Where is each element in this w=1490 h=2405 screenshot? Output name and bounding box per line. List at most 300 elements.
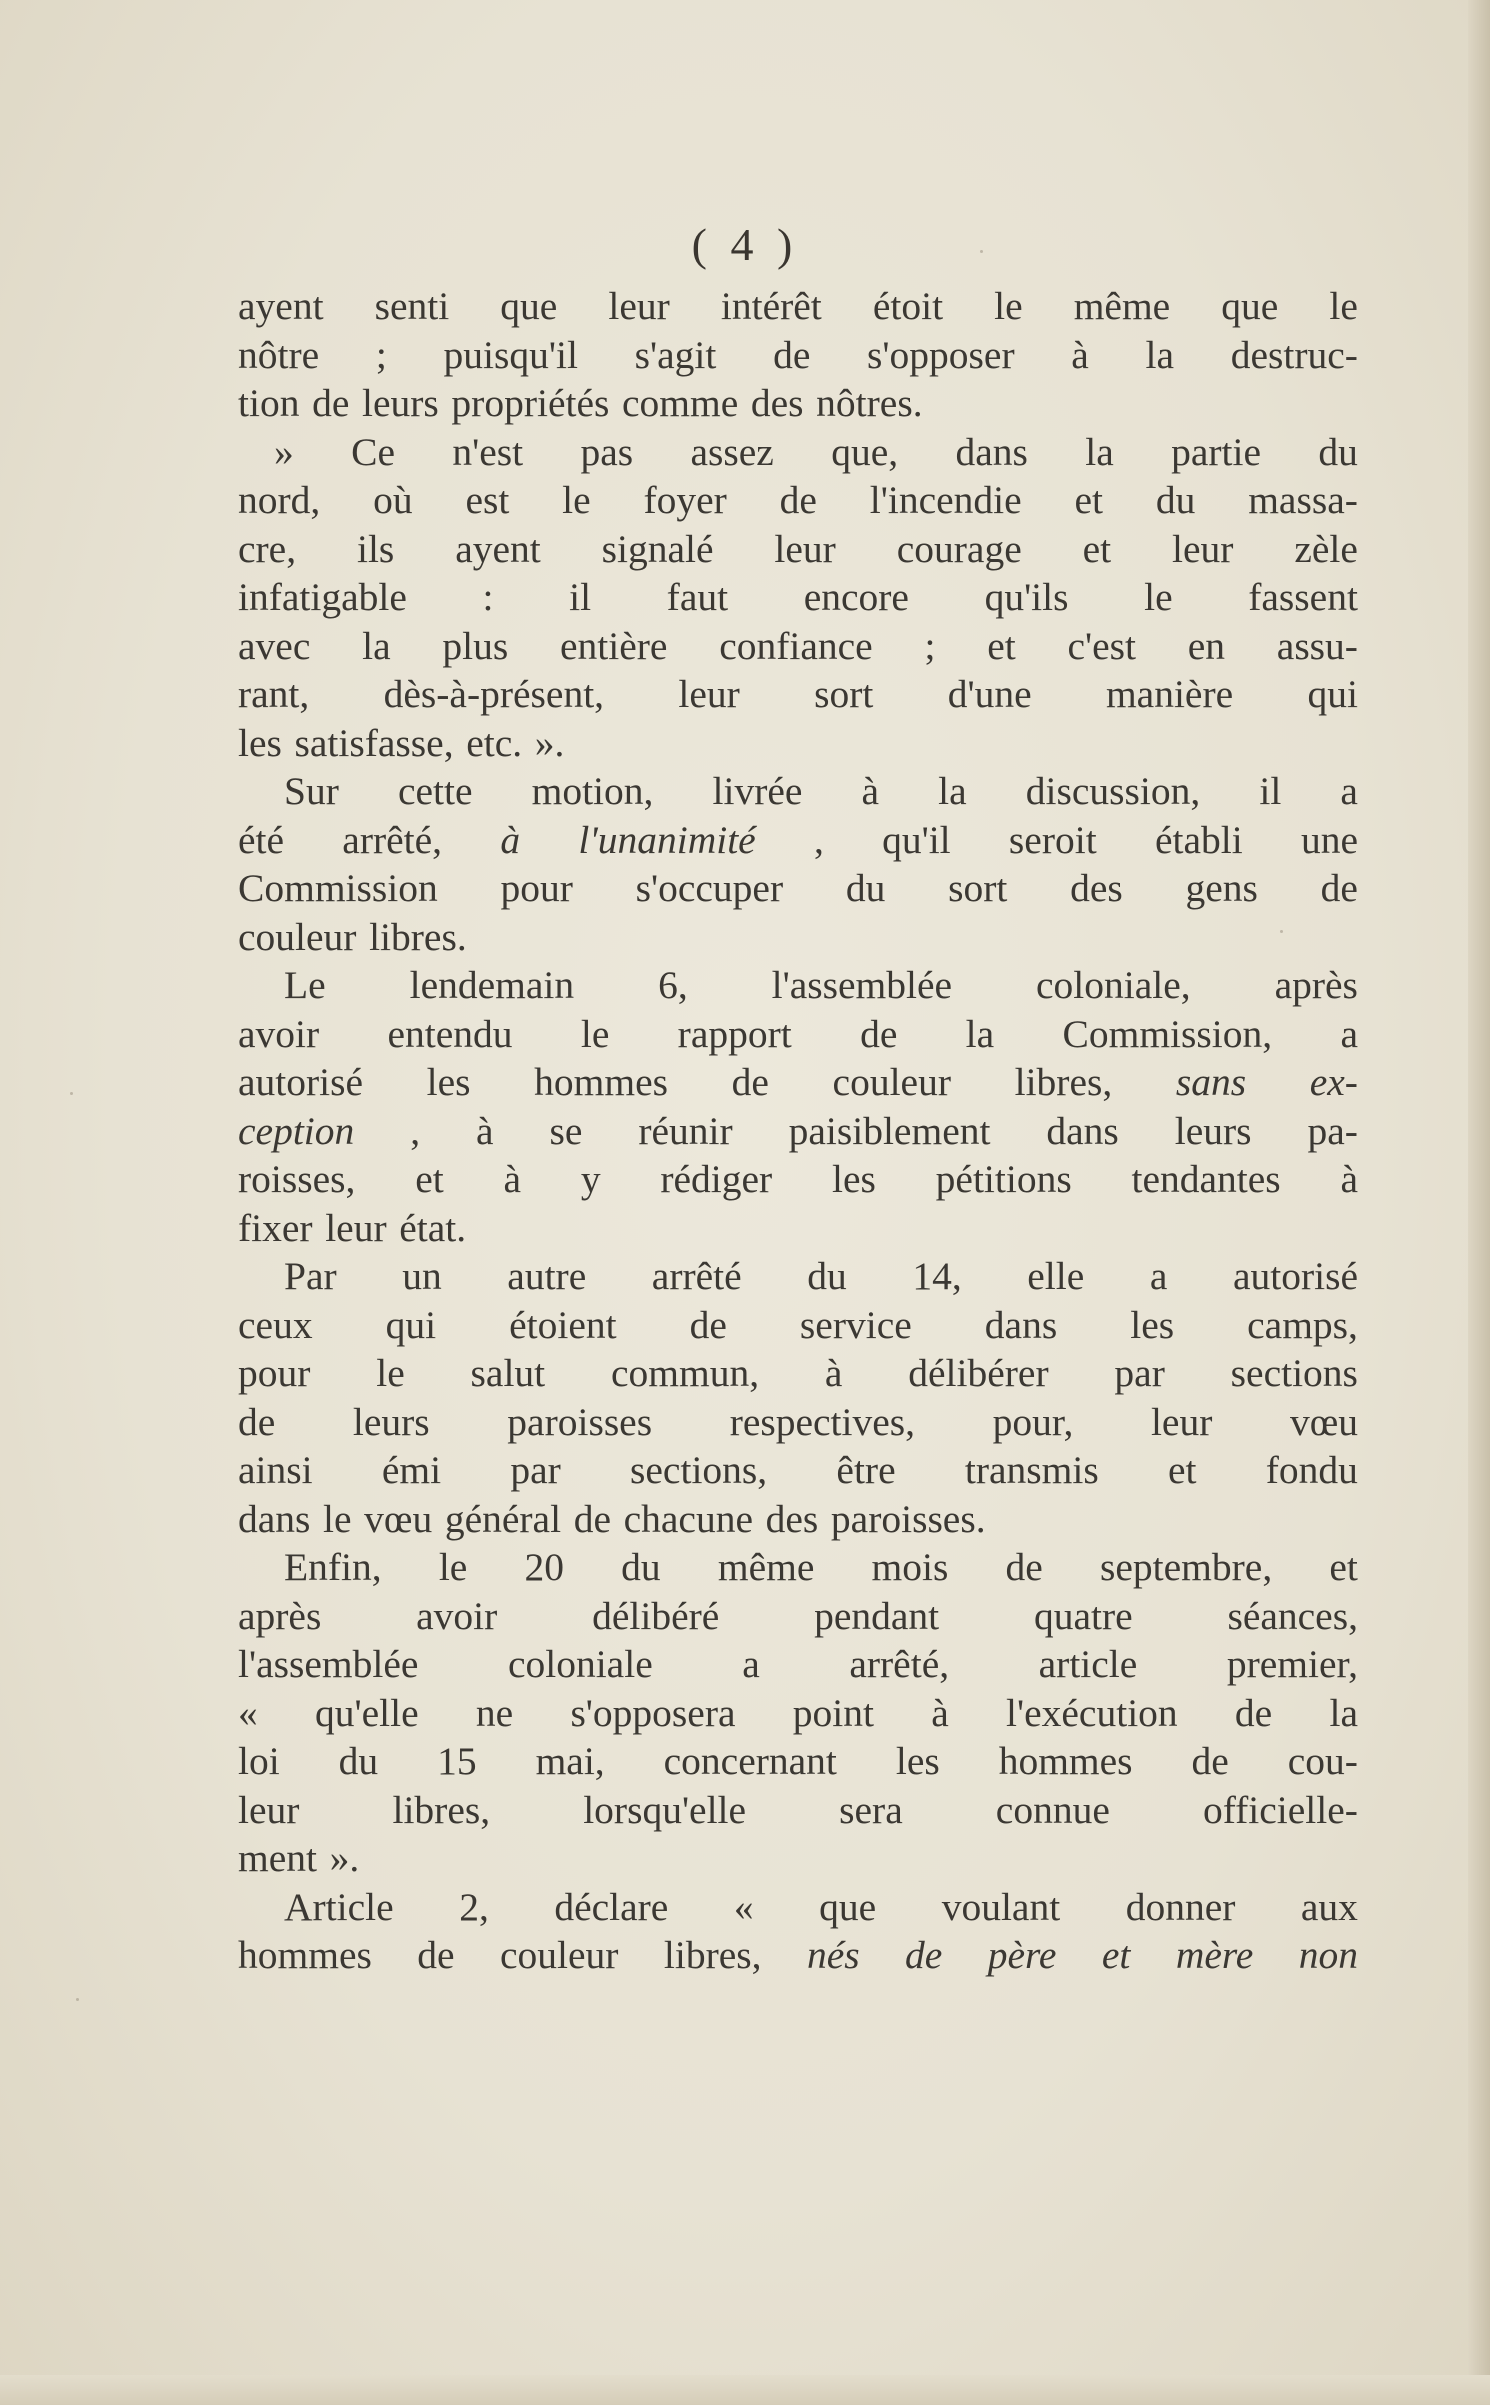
word: pour (500, 866, 573, 910)
text-line (238, 1737, 1358, 1786)
word: ; (924, 623, 936, 668)
word: point (792, 1690, 874, 1735)
paper-speck (1280, 930, 1283, 933)
text-line (238, 913, 1358, 962)
word: faut (666, 575, 729, 619)
word: réunir (638, 1108, 733, 1153)
word: discussion, (1025, 769, 1201, 813)
italic-word: mère (1175, 1933, 1254, 1977)
word: que, (831, 429, 899, 474)
word: Enfin, (284, 1545, 382, 1589)
word: 20 (524, 1545, 564, 1589)
page-bottom-shadow (0, 2375, 1490, 2405)
text-line (238, 1398, 1358, 1447)
word: établi (1154, 817, 1243, 862)
word: coloniale (507, 1642, 653, 1686)
word: même (1073, 284, 1171, 328)
word: du (1155, 478, 1196, 522)
word: plus (442, 623, 509, 668)
text-line (238, 1107, 1358, 1156)
word: pour, (992, 1399, 1074, 1444)
word: zèle (1294, 526, 1358, 571)
page-number: ( 4 ) (691, 219, 799, 270)
text-line (238, 1155, 1358, 1204)
word: a (1149, 1254, 1168, 1298)
text-line (238, 670, 1358, 719)
italic-word: et (1101, 1933, 1131, 1977)
word: et (1074, 478, 1104, 522)
italic-word: ex- (1309, 1060, 1358, 1104)
text-line (238, 961, 1358, 1010)
word: vœu (364, 1496, 433, 1541)
word: salut (470, 1351, 546, 1395)
word: les (238, 720, 282, 765)
word: après (238, 1593, 322, 1638)
word: de (689, 1302, 727, 1347)
word: livrée (712, 769, 803, 813)
word: où (373, 478, 413, 522)
italic-word: ception (238, 1108, 355, 1153)
word: 14, (912, 1254, 962, 1298)
word: libres. (369, 914, 467, 959)
word: autre (507, 1254, 587, 1298)
word: Commission (238, 866, 438, 910)
word: délibéré (592, 1593, 720, 1638)
word: l'assemblée (238, 1642, 419, 1686)
word: Commission, (1062, 1011, 1273, 1056)
word: nôtre (238, 332, 320, 377)
word: avec (238, 623, 311, 668)
text-line (238, 1592, 1358, 1641)
word: intérêt (720, 284, 822, 328)
word: dans (955, 429, 1028, 474)
text-line (238, 525, 1358, 574)
word: se (549, 1108, 583, 1153)
word: été (238, 817, 285, 862)
word: état. (399, 1205, 467, 1250)
word: c'est (1067, 623, 1136, 668)
word: ayent (238, 284, 324, 328)
word: le (580, 1011, 610, 1056)
word: dans (1046, 1108, 1119, 1153)
word: de (1191, 1739, 1229, 1783)
word: rapport (677, 1011, 792, 1056)
word: aux (1300, 1884, 1358, 1929)
word: séances, (1227, 1593, 1358, 1638)
word: le (1144, 575, 1173, 619)
word: sort (948, 866, 1008, 910)
paper-speck (70, 1092, 73, 1095)
word: qu'elle (315, 1690, 419, 1735)
word: voulant (941, 1884, 1061, 1929)
word: respectives, (729, 1399, 916, 1444)
word: foyer (643, 478, 727, 522)
word: etc. (466, 720, 523, 765)
word: « (238, 1690, 258, 1735)
word: le (562, 478, 591, 522)
word: hommes (534, 1060, 669, 1104)
word: » (274, 429, 294, 474)
word: le (438, 1545, 468, 1589)
word: cette (397, 769, 473, 813)
word: leur (238, 1787, 300, 1832)
word: qui (385, 1302, 437, 1347)
word: courage (896, 526, 1022, 571)
word: délibérer (908, 1351, 1049, 1395)
word: leur (325, 1205, 387, 1250)
word: de (238, 1399, 276, 1444)
word: commun, (610, 1351, 760, 1395)
word: à (476, 1108, 494, 1153)
text-line (238, 1010, 1358, 1059)
word: la (1085, 429, 1114, 474)
word: tendantes (1131, 1157, 1281, 1201)
italic-word: nés (806, 1933, 860, 1977)
word: déclare (554, 1884, 669, 1929)
word: hommes (998, 1739, 1133, 1783)
word: n'est (452, 429, 524, 474)
text-line (238, 331, 1358, 380)
word: de (417, 1933, 455, 1977)
word: sections, (630, 1448, 768, 1492)
word: hommes (238, 1933, 372, 1977)
word: a (1340, 1011, 1358, 1056)
word: entière (559, 623, 668, 668)
word: chacune (623, 1496, 753, 1541)
word: fassent (1248, 575, 1358, 619)
word: dans (984, 1302, 1058, 1347)
word: général (444, 1496, 562, 1541)
word: quatre (1033, 1593, 1133, 1638)
word: assu- (1276, 623, 1358, 668)
word: rant, (238, 672, 310, 716)
word: roisses, (238, 1157, 356, 1201)
word: premier, (1226, 1642, 1358, 1686)
word: sort (814, 672, 874, 716)
word: du (807, 1254, 847, 1298)
word: autorisé (238, 1060, 364, 1104)
paper-speck (76, 1998, 79, 2001)
word: concernant (663, 1739, 837, 1783)
text-line (238, 864, 1358, 913)
text-line (238, 1543, 1358, 1592)
word: leur (608, 284, 670, 328)
word: par (510, 1448, 561, 1492)
word: ». (534, 720, 565, 765)
word: étoit (872, 284, 944, 328)
word: ». (329, 1836, 360, 1880)
word: les (1130, 1302, 1175, 1347)
paper-speck (980, 250, 983, 253)
word: d'une (947, 672, 1032, 716)
word: à (1340, 1157, 1358, 1201)
word: ainsi (238, 1448, 313, 1492)
word: libres, (663, 1933, 762, 1977)
text-line (238, 428, 1358, 477)
word: dès-à-présent, (383, 672, 605, 716)
word: la (965, 1011, 995, 1056)
word: le (376, 1351, 405, 1395)
word: à (861, 769, 880, 813)
word: paroisses. (830, 1496, 986, 1541)
word: de (860, 1011, 898, 1056)
word: avoir (416, 1593, 498, 1638)
word: du (621, 1545, 661, 1589)
word: elle (1027, 1254, 1085, 1298)
text-line (238, 622, 1358, 671)
word: fixer (238, 1205, 313, 1250)
word: 15 (437, 1739, 477, 1783)
word: les (831, 1157, 876, 1201)
word: rédiger (660, 1157, 773, 1201)
word: tion (238, 381, 300, 425)
word: de (312, 381, 350, 425)
word: il (569, 575, 592, 619)
italic-word: l'unanimité (578, 817, 756, 862)
word: ; (375, 332, 387, 377)
word: leur (1172, 526, 1234, 571)
word: des (765, 1496, 819, 1541)
text-line (238, 1058, 1358, 1107)
word: couleur (238, 914, 357, 959)
word: étoient (509, 1302, 617, 1347)
word: l'exécution (1006, 1690, 1178, 1735)
word: à (503, 1157, 522, 1201)
word: s'opposera (570, 1690, 736, 1735)
word: que (819, 1884, 877, 1929)
word: partie (1171, 429, 1262, 474)
word: être (836, 1448, 896, 1492)
word: arrêté, (849, 1642, 950, 1686)
word: s'agit (634, 332, 717, 377)
word: officielle- (1202, 1787, 1358, 1832)
word: transmis (964, 1448, 1099, 1492)
word: le (1329, 284, 1358, 328)
word: pour (238, 1351, 311, 1395)
word: septembre, (1100, 1545, 1273, 1589)
text-line (238, 1931, 1358, 1980)
word: cre, (238, 526, 297, 571)
text-line (238, 1349, 1358, 1398)
word: la (1145, 332, 1175, 377)
word: motion, (531, 769, 654, 813)
word: service (799, 1302, 912, 1347)
word: confiance (719, 623, 873, 668)
word: nord, (238, 478, 321, 522)
word: seroit (1008, 817, 1097, 862)
word: s'opposer (867, 332, 1015, 377)
word: que (1221, 284, 1279, 328)
word: qu'il (882, 817, 951, 862)
word: et (987, 623, 1016, 668)
word: ceux (238, 1302, 313, 1347)
word: les (426, 1060, 471, 1104)
word: en (1187, 623, 1226, 668)
word: du (338, 1739, 379, 1783)
word: émi (381, 1448, 442, 1492)
word: du (845, 866, 886, 910)
word: donner (1125, 1884, 1236, 1929)
word: le (994, 284, 1023, 328)
italic-word: non (1298, 1933, 1358, 1977)
italic-word: de (905, 1933, 943, 1977)
italic-word: sans (1175, 1060, 1247, 1104)
word: la (938, 769, 967, 813)
text-line (238, 1252, 1358, 1301)
word: leur (678, 672, 740, 716)
word: vœu (1289, 1399, 1358, 1444)
word: propriétés (451, 381, 610, 425)
text-line (238, 1301, 1358, 1350)
word: de (731, 1060, 769, 1104)
word: couleur (832, 1060, 951, 1104)
word: , (813, 817, 824, 862)
word: ils (356, 526, 395, 571)
body-text (238, 282, 1358, 1980)
word: il (1259, 769, 1282, 813)
word: qui (1307, 672, 1358, 716)
text-line (238, 816, 1358, 865)
word: pas (580, 429, 634, 474)
word: ment (238, 1836, 317, 1880)
word: mai, (535, 1739, 605, 1783)
word: ne (475, 1690, 514, 1735)
text-line (238, 1834, 1358, 1883)
text-line (238, 282, 1358, 331)
word: des (750, 381, 804, 425)
page-edge-shadow (1468, 0, 1490, 2405)
word: l'assemblée (771, 963, 953, 1007)
word: de (573, 1496, 611, 1541)
italic-word: père (987, 1933, 1057, 1977)
word: libres, (1014, 1060, 1113, 1104)
word: nôtres. (816, 381, 923, 425)
word: le (323, 1496, 352, 1541)
word: Ce (351, 429, 395, 474)
word: signalé (601, 526, 714, 571)
word: Le (284, 963, 326, 1007)
word: satisfasse, (294, 720, 454, 765)
text-line (238, 1446, 1358, 1495)
word: du (1318, 429, 1358, 474)
text-line (238, 1689, 1358, 1738)
word: mois (871, 1545, 949, 1589)
word: 2, (459, 1884, 489, 1929)
word: la (1329, 1690, 1358, 1735)
italic-word: à (500, 817, 521, 862)
word: couleur (500, 1933, 619, 1977)
word: avoir (238, 1011, 320, 1056)
word: Article (284, 1884, 394, 1929)
word: libres, (392, 1787, 491, 1832)
word: puisqu'il (443, 332, 578, 377)
word: pétitions (935, 1157, 1072, 1201)
word: et (1329, 1545, 1358, 1589)
word: Par (284, 1254, 337, 1298)
word: la (362, 623, 391, 668)
text-line (238, 1883, 1358, 1932)
word: cou- (1287, 1739, 1358, 1783)
word: s'occuper (635, 866, 784, 910)
word: les (895, 1739, 940, 1783)
word: pendant (814, 1593, 940, 1638)
word: qu'ils (984, 575, 1069, 619)
word: leur (1150, 1399, 1213, 1444)
word: coloniale, (1036, 963, 1191, 1007)
text-line (238, 476, 1358, 525)
word: et (415, 1157, 444, 1201)
word: après (1274, 963, 1358, 1007)
text-line (238, 1495, 1358, 1544)
word: sections (1230, 1351, 1358, 1395)
word: par (1114, 1351, 1165, 1395)
word: arrêté (651, 1254, 742, 1298)
word: et (1082, 526, 1112, 571)
word: de (773, 332, 811, 377)
word: et (1167, 1448, 1197, 1492)
word: comme (622, 381, 739, 425)
word: l'incendie (869, 478, 1022, 522)
text-line (238, 767, 1358, 816)
word: de (779, 478, 817, 522)
word: leurs (352, 1399, 430, 1444)
word: une (1300, 817, 1358, 862)
word: a (1340, 769, 1358, 813)
word: y (580, 1157, 601, 1201)
word: leur (774, 526, 836, 571)
word: infatigable (238, 575, 407, 619)
word: massa- (1248, 478, 1358, 522)
word: à (824, 1351, 843, 1395)
word: lorsqu'elle (583, 1787, 747, 1832)
word: même (717, 1545, 815, 1589)
word: fondu (1265, 1448, 1358, 1492)
text-line (238, 573, 1358, 622)
word: paroisses (507, 1399, 653, 1444)
word: 6, (658, 963, 688, 1007)
word: de (1320, 866, 1358, 910)
word: paisiblement (788, 1108, 991, 1153)
word: pa- (1307, 1108, 1358, 1153)
text-line (238, 1204, 1358, 1253)
word: arrêté, (342, 817, 443, 862)
word: : (482, 575, 494, 619)
word: à (931, 1690, 949, 1735)
word: Sur (284, 769, 339, 813)
word: loi (238, 1739, 280, 1783)
word: leurs (1174, 1108, 1252, 1153)
word: dans (238, 1496, 311, 1541)
word: encore (803, 575, 909, 619)
word: article (1038, 1642, 1138, 1686)
word: , (410, 1108, 421, 1153)
text-line (238, 1786, 1358, 1835)
word: lendemain (409, 963, 575, 1007)
word: destruc- (1230, 332, 1358, 377)
word: est (465, 478, 510, 522)
word: camps, (1247, 1302, 1358, 1347)
word: autorisé (1232, 1254, 1358, 1298)
word: de (1234, 1690, 1273, 1735)
word: de (1005, 1545, 1043, 1589)
word: assez (690, 429, 774, 474)
word: « (733, 1884, 754, 1929)
word: a (742, 1642, 760, 1686)
word: à (1071, 332, 1089, 377)
word: un (402, 1254, 442, 1298)
word: gens (1185, 866, 1258, 910)
text-line (238, 379, 1358, 428)
